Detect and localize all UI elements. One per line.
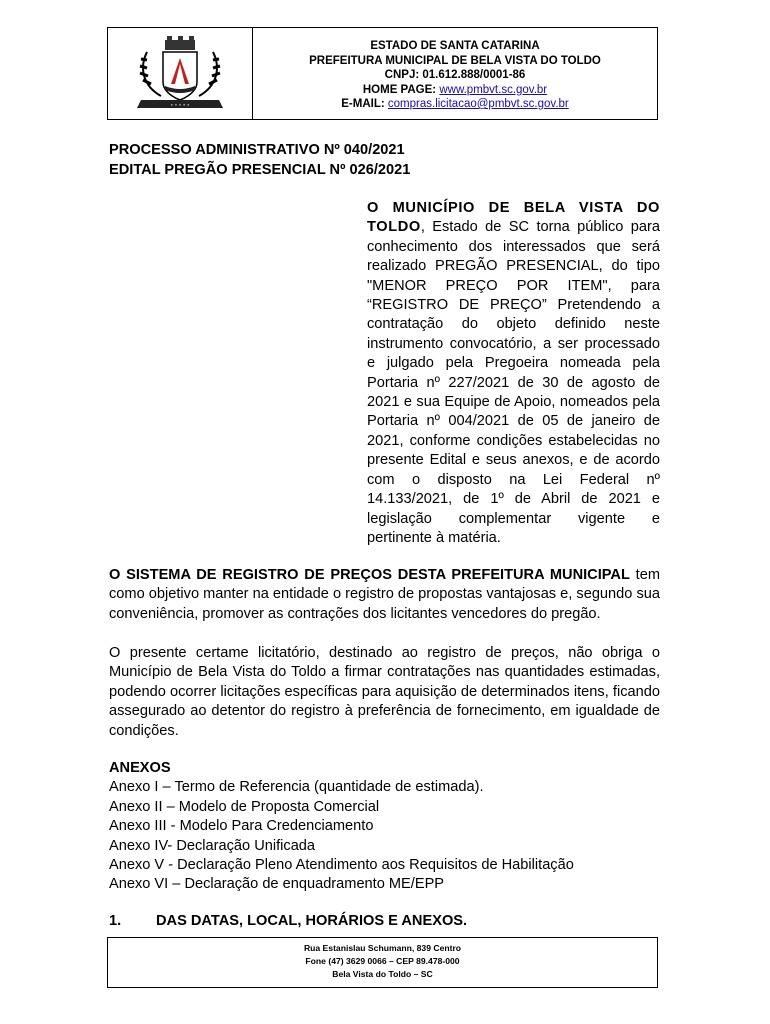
section-title: DAS DATAS, LOCAL, HORÁRIOS E ANEXOS. xyxy=(156,913,468,929)
registro-bold: O SISTEMA DE REGISTRO DE PREÇOS DESTA PREFEITURA MUNICIPAL xyxy=(109,567,630,583)
certame-paragraph: O presente certame licitatório, destinado ao registro de preços, não obriga o Município de Bela Vista do Toldo a firmar contratações nas quantidades estimadas, podendo ocorrer licitações específicas para aquisição de determinados itens, ficando assegurado ao detentor do registro à preferência de fornecimento, em igualdade de condições. xyxy=(109,645,660,739)
anexos-list xyxy=(109,759,660,895)
registro-text: tem como objetivo manter na entidade o registro de propostas vantajosas e, segundo sua conveniência, promover as contrações dos licitantes vencedores do pregão. xyxy=(109,567,660,622)
footer xyxy=(107,937,658,988)
process-number: PROCESSO ADMINISTRATIVO Nº 040/2021 xyxy=(109,142,405,158)
email-line xyxy=(253,97,657,112)
list-item: Anexo III - Modelo Para Credenciamento xyxy=(109,818,374,835)
intro-paragraph xyxy=(367,199,660,548)
svg-text:• • • • •: • • • • • xyxy=(170,103,190,108)
registro-paragraph xyxy=(109,566,660,624)
list-item: Anexo VI – Declaração de enquadramento ME/EPP xyxy=(109,876,445,893)
footer-phone: Fone (47) 3629 0066 – CEP 89.478-000 xyxy=(305,956,460,966)
letterhead-text xyxy=(253,28,657,119)
letterhead xyxy=(107,27,658,120)
intro-bold: O MUNICÍPIO DE BELA VISTA DO TOLDO xyxy=(367,200,660,236)
footer-city: Bela Vista do Toldo – SC xyxy=(332,969,433,979)
homepage-label: HOME PAGE: xyxy=(362,83,437,96)
edital-number: EDITAL PREGÃO PRESENCIAL Nº 026/2021 xyxy=(109,162,411,178)
homepage-link[interactable]: www.pmbvt.sc.gov.br xyxy=(439,83,548,96)
list-item: Anexo IV- Declaração Unificada xyxy=(109,837,316,854)
list-item: Anexo V - Declaração Pleno Atendimento aos Requisitos de Habilitação xyxy=(109,857,574,874)
section-number: 1. xyxy=(109,913,122,929)
coat-of-arms xyxy=(108,28,253,119)
section-heading xyxy=(109,913,467,929)
email-label: E-MAIL: xyxy=(341,98,385,110)
cnpj: CNPJ: 01.612.888/0001-86 xyxy=(384,69,526,81)
coat-of-arms-icon xyxy=(121,34,239,114)
prefecture-name: PREFEITURA MUNICIPAL DE BELA VISTA DO TOLDO xyxy=(309,54,601,67)
state-name: ESTADO DE SANTA CATARINA xyxy=(370,40,540,52)
list-item: Anexo I – Termo de Referencia (quantidade de estimada). xyxy=(109,779,484,796)
email-link[interactable]: compras.licitacao@pmbvt.sc.gov.br xyxy=(387,98,569,110)
list-item: Anexo II – Modelo de Proposta Comercial xyxy=(109,798,380,815)
intro-text: , Estado de SC torna público para conhecimento dos interessados que será realizado PREGÃO PRESENCIAL, do tipo "MENOR PREÇO POR ITEM", para “REGISTRO DE PREÇO” Pretendendo a contratação do objeto definido neste instrumento convocatório, a ser processado e julgado pela Pregoeira nomeada pela Portaria nº 227/2021 de 30 de agosto de 2021 e sua Equipe de Apoio, nomeados pela Portaria nº 004/2021 de 05 de janeiro de 2021, conforme condições estabelecidas no presente Edital e seus anexos, e de acordo com o disposto na Lei Federal nº 14.133/2021, de 1º de Abril de 2021 e legislação complementar vigente e pertinente à matéria. xyxy=(367,219,660,546)
footer-address: Rua Estanislau Schumann, 839 Centro xyxy=(303,943,462,953)
homepage-line xyxy=(253,83,657,98)
anexos-heading: ANEXOS xyxy=(109,760,171,776)
